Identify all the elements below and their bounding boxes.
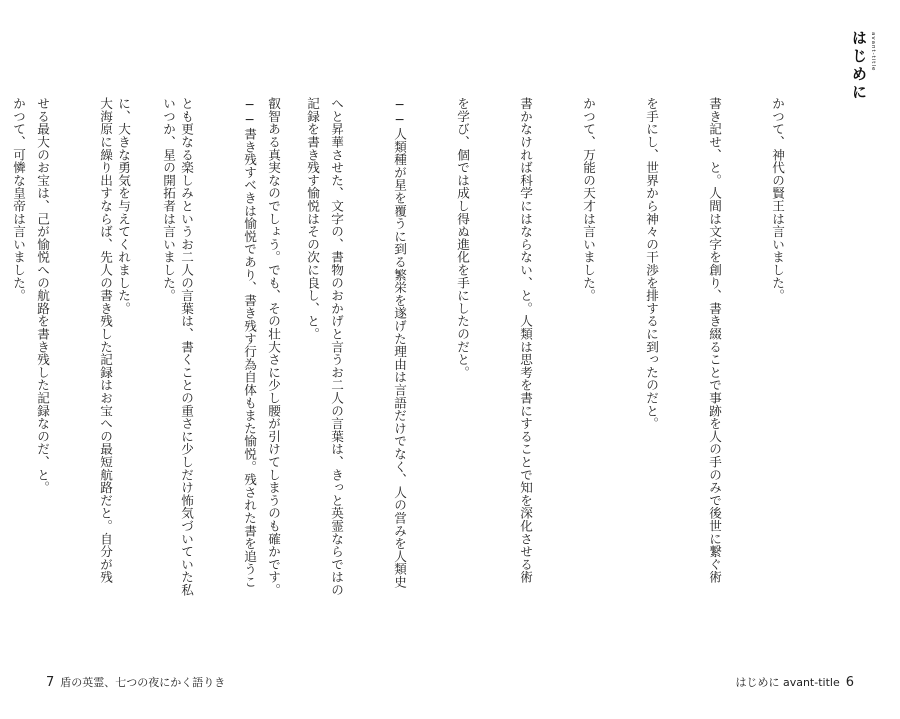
right-page-footer: [735, 674, 860, 690]
text-line: 書かなければ科学にはならない、と。人類は思考を書にすることで知を深化させる術: [518, 97, 533, 584]
running-title: はじめに avant-title: [735, 676, 840, 689]
text-line: ──人類種が星を覆うに到る繁栄を遂げた理由は言語だけでなく、人の営みを人類史: [392, 97, 407, 589]
text-line: に、大きな勇気を与えてくれました。: [116, 97, 131, 315]
left-page-body: [0, 97, 365, 596]
text-line: とも更なる楽しみというお二人の言葉は、書くことの重さに少しだけ怖気づいていた私: [179, 97, 194, 597]
text-line: を手にし、世界から神々の干渉を排するに到ったのだと。: [644, 97, 659, 430]
page-number: 7: [46, 675, 55, 690]
chapter-title: はじめに: [850, 30, 868, 102]
page-number: 6: [845, 675, 854, 690]
text-line: を学び、個では成し得ぬ進化を手にしたのだと。: [455, 97, 470, 379]
text-line: かつて、万能の天才は言いました。: [581, 97, 596, 302]
text-line: いつか、星の開拓者は言いました。: [161, 97, 176, 302]
text-line: 叡智ある真実なのでしょう。でも、その壮大さに少し腰が引けてしまうのも確かです。: [266, 97, 281, 597]
text-line: 書き記せ、と。人間は文字を創り、書き綴ることで事跡を人の手のみで後世に繋ぐ術: [707, 97, 722, 584]
text-line: かつて、可憐な皇帝は言いました。: [11, 97, 26, 302]
text-line: かつて、神代の賢王は言いました。: [770, 97, 785, 302]
running-title: 盾の英霊、七つの夜にかく語りき: [60, 676, 226, 689]
text-line: へと昇華させた、文字の、書物のおかげと言うお二人の言葉は、きっと英霊ならではの: [329, 97, 344, 597]
text-line: 記録を書き残す愉悦はその次に良し、と。: [305, 97, 320, 341]
text-line: 大海原に繰り出すならば、先人の書き残した記録はお宝への最短航路だと。自分が残: [98, 97, 113, 584]
chapter-subtitle: avant-title: [870, 32, 876, 72]
left-page-footer: [40, 674, 225, 690]
text-line: ──書き残すべきは愉悦であり、書き残す行為自体もまた愉悦。残された書を追うこ: [242, 97, 257, 589]
text-line: せる最大のお宝は、己が愉悦への航路を書き残した記録なのだ、と。: [35, 97, 50, 494]
